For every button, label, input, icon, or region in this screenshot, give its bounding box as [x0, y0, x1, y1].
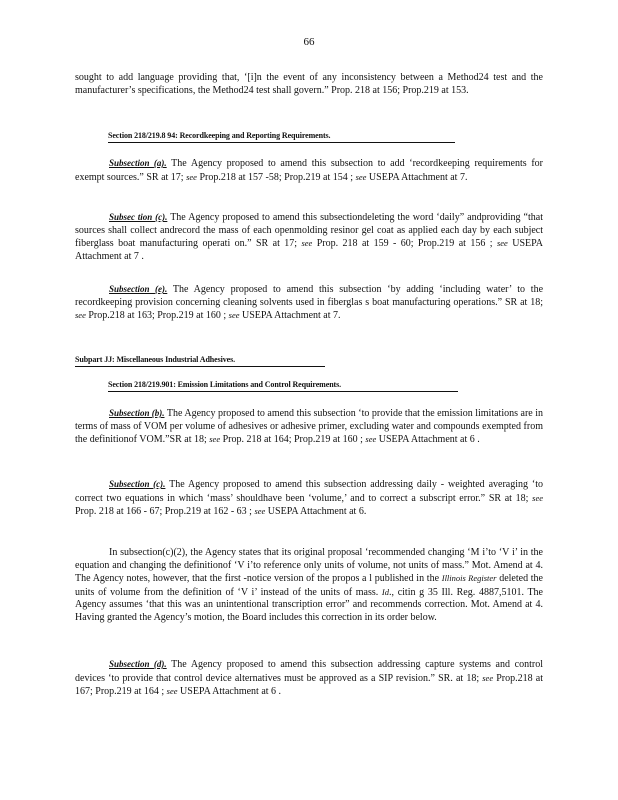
subpart-heading-jj: Subpart JJ: Miscellaneous Industrial Adhesives.: [75, 355, 235, 364]
subsection-c-paragraph: Subsec tion (c). The Agency proposed to amend this subsectiondeleting the word ‘daily” andproviding “that sources shall collect andrecord the mass of each openmolding resinor gel coat as applied each day by each subject fiberglass boat manufacturing operati on.” SR at 17; see Prop. 218 at 159 - 60; Prop.219 at 156 ; see USEPA Attachment at 7 .: [75, 212, 543, 262]
section-heading-894: Section 218/219.8 94: Recordkeeping and Reporting Requirements.: [108, 131, 331, 140]
subsection-label: Subsection (b).: [109, 408, 165, 418]
page-number: 66: [303, 36, 315, 48]
subsection-e-paragraph: Subsection (e). The Agency proposed to amend this subsection ‘by adding ‘including water’ to the recordkeeping provision concerning cleaning solvents used in fiberglas s boat manufacturing operations.” SR at 18; see Prop.218 at 163; Prop.219 at 160 ; see USEPA Attachment at 7.: [75, 284, 544, 321]
heading-underline: [75, 366, 325, 367]
subsection-label: Subsection (a).: [109, 158, 167, 168]
subsection-label: Subsec tion (c).: [109, 212, 168, 222]
subsection-d-paragraph: Subsection (d). The Agency proposed to amend this subsection addressing capture systems and control devices ‘to provide that control device alternatives must be approved as a SIP revision.” SR. at 18; see Prop.218 at 167; Prop.219 at 164 ; see USEPA Attachment at 6 .: [75, 659, 543, 697]
intro-paragraph: sought to add language providing that, ‘[i]n the event of any inconsistency between a Method24 test and the manufacturer’s specifications, the Method24 test shall govern.” Prop. 218 at 156; Prop.219 at 153.: [75, 72, 543, 96]
subsection-b-paragraph: Subsection (b). The Agency proposed to amend this subsection ‘to provide that the emission limitations are in terms of mass of VOM per volume of adhesives or adhesive primer, excluding water and compounds exempted from the definitionof VOM.”SR at 18; see Prop. 218 at 164; Prop.219 at 160 ; see USEPA Attachment at 6 .: [75, 408, 543, 445]
subsection-label: Subsection (c).: [109, 479, 166, 489]
subsection-c2-note-paragraph: In subsection(c)(2), the Agency states that its original proposal ‘recommended changing ‘M i’to ‘V i’ in the equation and changing the definitionof ‘V i’to reference only units of volume, not units of mass.” Mot. Amend at 4. The Agency notes, however, that the first -notice version of the propos a l published in the Illinois Register deleted the units of volume from the definition of ‘V i’ instead of the units of mass. Id., citin g 35 Ill. Reg. 4887,5101. The Agency assumes ‘that this was an unintentional transcription error” and recommends correction. Mot. Amend at 4. Having granted the Agency’s motion, the Board includes this correction in its order below.: [75, 547, 543, 623]
heading-underline: [108, 142, 455, 143]
subsection-a-paragraph: Subsection (a). The Agency proposed to amend this subsection to add ‘recordkeeping requirements for exempt sources.” SR at 17; see Prop.218 at 157 -58; Prop.219 at 154 ; see USEPA Attachment at 7.: [75, 158, 543, 183]
section-heading-901: Section 218/219.901: Emission Limitations and Control Requirements.: [108, 380, 342, 389]
journal-title: Illinois Register: [441, 573, 497, 583]
subsection-c-averaging-paragraph: Subsection (c). The Agency proposed to amend this subsection addressing daily - weighted averaging ‘to correct two equations in which ‘mass’ shouldhave been ‘volume,’ and to correct a subscript error.” SR at 18; see Prop. 218 at 166 - 67; Prop.219 at 162 - 63 ; see USEPA Attachment at 6.: [75, 479, 544, 517]
heading-underline: [108, 391, 458, 392]
subsection-label: Subsection (d).: [109, 659, 167, 669]
subsection-label: Subsection (e).: [109, 284, 168, 294]
